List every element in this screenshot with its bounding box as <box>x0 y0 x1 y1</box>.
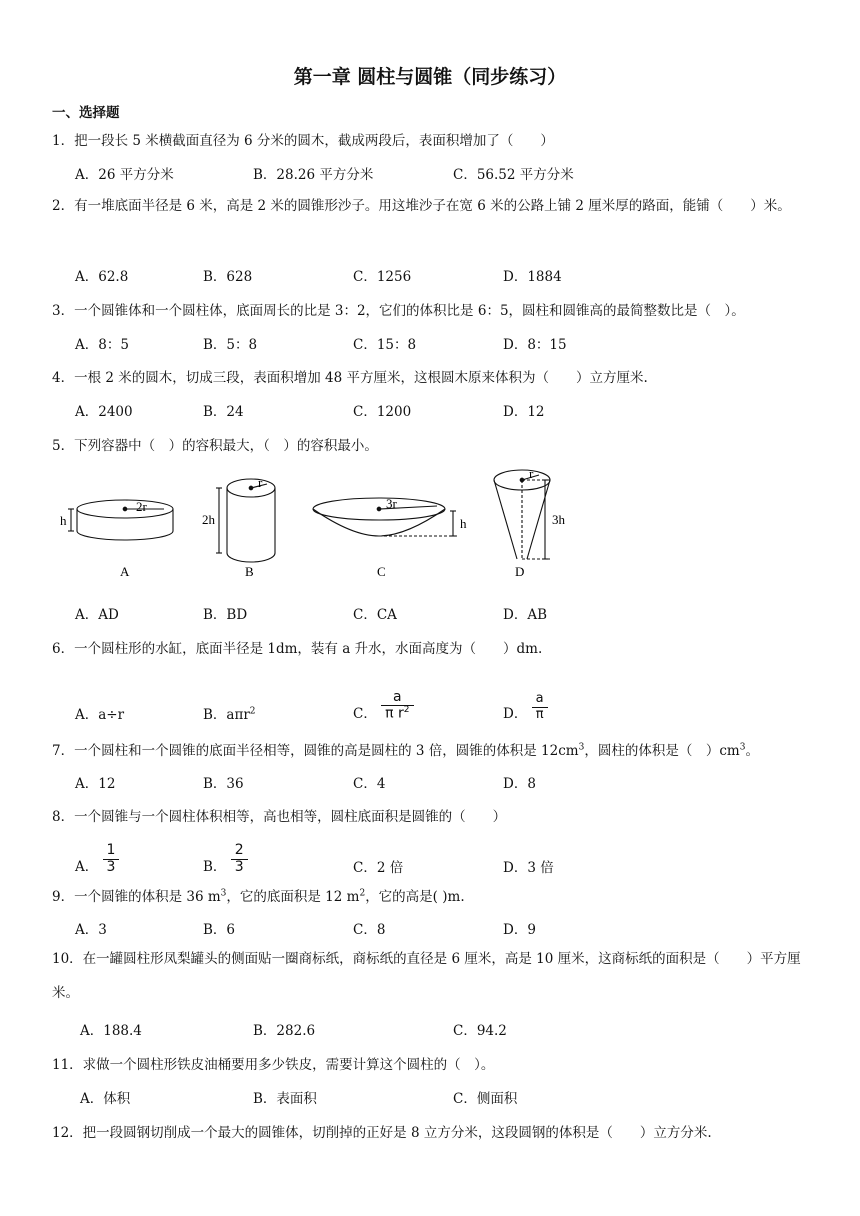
figure-b-tall-cylinder <box>216 479 275 562</box>
q6-d-den: π <box>535 706 544 722</box>
question-7 <box>52 739 759 759</box>
question-10: 10．在一罐圆柱形凤梨罐头的侧面贴一圈商标纸，商标纸的直径是 6 厘米，高是 10 厘米，这商标纸的面积是（ ）平方厘米。 <box>52 951 801 1001</box>
q3-option-a[interactable]: A．8：5 <box>75 337 129 353</box>
q6-b-sup: 2 <box>249 706 256 717</box>
fig-a-label: A <box>120 564 130 579</box>
fig-a-height-label: h <box>60 513 67 528</box>
fig-a-radius-label: 2r <box>136 499 147 514</box>
question-9 <box>52 885 465 905</box>
q3-option-c[interactable]: C．15：8 <box>353 337 417 353</box>
fig-b-radius-label: r <box>258 475 263 490</box>
q6-d-num: a <box>532 692 548 707</box>
q6-c-num: a <box>381 690 413 706</box>
page-title: 第一章 圆柱与圆锥（同步练习） <box>293 66 567 88</box>
q9-option-b[interactable]: B．6 <box>203 922 236 938</box>
q1-option-b[interactable]: B．28.26 平方分米 <box>253 167 374 183</box>
q8-option-b[interactable] <box>203 829 248 875</box>
q9-text-pre: 9．一个圆锥的体积是 36 m <box>52 889 221 905</box>
fig-b-label: B <box>245 564 254 579</box>
q2-option-a[interactable]: A．62.8 <box>75 269 129 285</box>
q4-option-c[interactable]: C．1200 <box>353 404 412 420</box>
figure-a-flat-cylinder <box>68 500 173 540</box>
q5-option-c[interactable]: C．CA <box>353 607 397 623</box>
q6-option-d[interactable] <box>503 676 548 722</box>
q8-a-label: A． <box>75 859 99 875</box>
q9-option-c[interactable]: C．8 <box>353 922 386 938</box>
q7-option-b[interactable]: B．36 <box>203 776 244 792</box>
q5-option-a[interactable]: A．AD <box>75 607 119 623</box>
q2-option-d[interactable]: D．1884 <box>503 269 562 285</box>
q1-option-a[interactable]: A．26 平方分米 <box>75 167 174 183</box>
q2-option-b[interactable]: B．628 <box>203 269 253 285</box>
question-3: 3．一个圆锥体和一个圆柱体，底面周长的比是 3：2，它们的体积比是 6：5，圆柱和圆锥高的最简整数比是（ ）。 <box>52 303 745 319</box>
q7-text-pre: 7．一个圆柱和一个圆锥的底面半径相等，圆锥的高是圆柱的 3 倍，圆锥的体积是 12cm <box>52 743 579 759</box>
q11-option-b[interactable]: B．表面积 <box>253 1091 317 1107</box>
q6-option-c[interactable] <box>353 672 414 722</box>
fig-d-height-label: 3h <box>552 512 565 527</box>
q8-a-fraction <box>103 843 120 875</box>
q9-option-a[interactable]: A．3 <box>75 922 107 938</box>
q2-option-c[interactable]: C．1256 <box>353 269 412 285</box>
question-6: 6．一个圆柱形的水缸，底面半径是 1dm，装有 a 升水，水面高度为（ ）dm. <box>52 641 543 657</box>
q6-c-den: π r <box>385 705 404 722</box>
q8-a-num: 1 <box>103 843 120 859</box>
q6-option-a[interactable]: A．a÷r <box>75 707 125 723</box>
q6-option-b[interactable] <box>203 703 256 723</box>
section-heading: 一、选择题 <box>52 105 120 121</box>
q9-sup1: 3 <box>220 888 227 899</box>
q7-option-a[interactable]: A．12 <box>75 776 116 792</box>
q11-option-c[interactable]: C．侧面积 <box>453 1091 518 1107</box>
q6-d-fraction <box>532 692 548 722</box>
question-4: 4．一根 2 米的圆木，切成三段，表面积增加 48 平方厘米，这根圆木原来体积为（ ）立方厘米. <box>52 370 648 386</box>
fig-b-height-label: 2h <box>202 512 215 527</box>
q8-b-den: 3 <box>234 858 244 875</box>
question-1: 1．把一段长 5 米横截面直径为 6 分米的圆木，截成两段后，表面积增加了（ ） <box>52 133 554 149</box>
q7-option-c[interactable]: C．4 <box>353 776 386 792</box>
q7-option-d[interactable]: D．8 <box>503 776 536 792</box>
q6-c-den-wrap <box>381 706 413 722</box>
q6-c-den-sup: 2 <box>403 704 410 715</box>
q6-c-label: C． <box>353 706 377 722</box>
q7-text-mid: ，圆柱的体积是（ ）cm <box>584 743 740 759</box>
q7-sup1: 3 <box>578 742 585 753</box>
q8-b-fraction <box>231 843 248 875</box>
question-8: 8．一个圆锥与一个圆柱体积相等，高也相等，圆柱底面积是圆锥的（ ） <box>52 809 507 825</box>
question-12: 12．把一段圆钢切削成一个最大的圆锥体，切削掉的正好是 8 立方分米，这段圆钢的体积是（ ）立方分米. <box>52 1125 712 1141</box>
q10-option-c[interactable]: C．94.2 <box>453 1023 507 1039</box>
q9-sup2: 2 <box>359 888 366 899</box>
q5-option-b[interactable]: B．BD <box>203 607 248 623</box>
fig-c-radius-label: 3r <box>386 496 397 511</box>
q9-option-d[interactable]: D．9 <box>503 922 536 938</box>
q8-b-num: 2 <box>231 843 248 859</box>
fig-c-height-label: h <box>460 516 467 531</box>
q9-text-mid: ，它的底面积是 12 m <box>226 889 360 905</box>
q7-sup2: 3 <box>739 742 746 753</box>
q11-option-a[interactable]: A．体积 <box>80 1091 131 1107</box>
q10-option-b[interactable]: B．282.6 <box>253 1023 316 1039</box>
q6-c-fraction <box>381 690 413 722</box>
figure-c-wide-cone <box>313 498 457 536</box>
container-figure <box>52 466 572 584</box>
q4-option-b[interactable]: B．24 <box>203 404 244 420</box>
figure-d-tall-cone <box>494 470 552 559</box>
fig-d-label: D <box>515 564 525 579</box>
q8-b-label: B． <box>203 859 227 875</box>
q7-text-end: 。 <box>745 743 759 759</box>
q6-d-label: D． <box>503 706 528 722</box>
q10-option-a[interactable]: A．188.4 <box>80 1023 142 1039</box>
q8-option-c[interactable]: C．2 倍 <box>353 860 404 876</box>
fig-d-radius-label: r <box>529 466 534 481</box>
q8-option-d[interactable]: D．3 倍 <box>503 860 554 876</box>
q8-a-den: 3 <box>106 858 116 875</box>
q1-option-c[interactable]: C．56.52 平方分米 <box>453 167 574 183</box>
q4-option-a[interactable]: A．2400 <box>75 404 133 420</box>
q8-option-a[interactable] <box>75 829 119 875</box>
question-5: 5．下列容器中（ ）的容积最大，（ ）的容积最小。 <box>52 438 378 454</box>
q4-option-d[interactable]: D．12 <box>503 404 545 420</box>
q3-option-d[interactable]: D．8：15 <box>503 337 567 353</box>
fig-c-label: C <box>377 564 386 579</box>
q6-b-text: B．aπr <box>203 707 250 723</box>
question-11: 11．求做一个圆柱形铁皮油桶要用多少铁皮，需要计算这个圆柱的（ ）。 <box>52 1057 495 1073</box>
q5-option-d[interactable]: D．AB <box>503 607 547 623</box>
q9-text-end: ，它的高是( )m. <box>365 889 465 905</box>
question-2: 2．有一堆底面半径是 6 米，高是 2 米的圆锥形沙子。用这堆沙子在宽 6 米的公路上铺 2 厘米厚的路面，能铺（ ）米。 <box>52 198 791 214</box>
q3-option-b[interactable]: B．5：8 <box>203 337 258 353</box>
